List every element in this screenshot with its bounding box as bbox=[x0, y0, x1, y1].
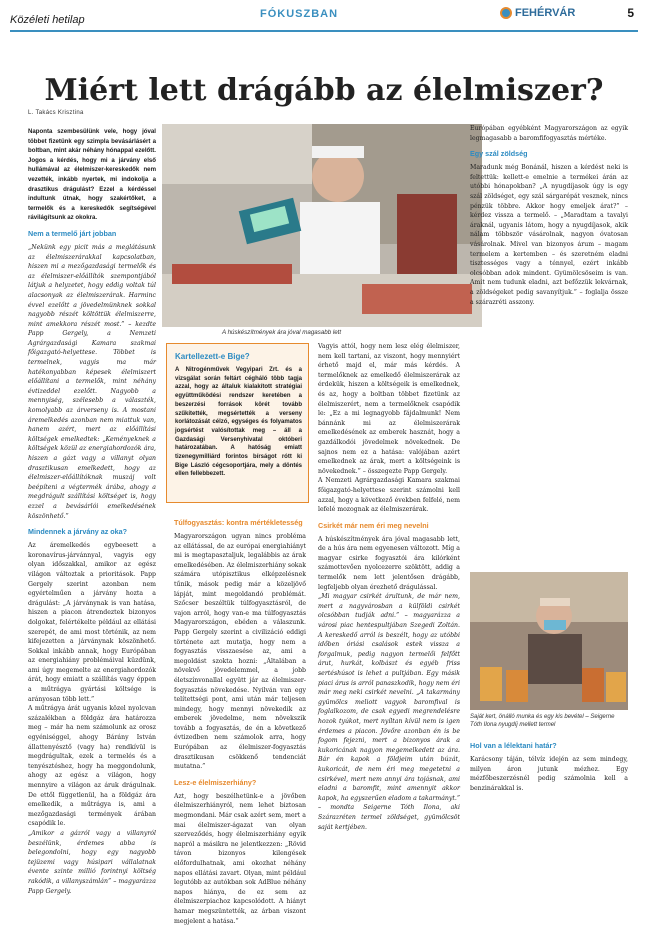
page-header bbox=[10, 6, 638, 32]
article-byline: L. Takács Krisztina bbox=[28, 110, 84, 116]
publication-name: Közéleti hetilap bbox=[10, 14, 85, 26]
column-1 bbox=[28, 127, 156, 895]
section-paragraph: A műtrágya árát ugyanis közel nyolcvan százalékban a földgáz ára határozza meg – már ha nem számolunk az orosz egyéniséggel, ahogy Bárány István állattenyésztő (vagy ha) rendkívül is megdrágultak, ezek a termelés és a tenyésztéshez, hogy ha meggondolunk, ahogy az egész a világon, hogy mennyire a világon az áruk drágulnak. De ettől függetlenül, ha a földgáz ára emelkedik, a műtrágya is, ami a mezőgazdasági termények árában csapódik le. bbox=[28, 705, 156, 828]
article-title: Miért lett drágább az élelmiszer? bbox=[44, 73, 604, 108]
vendor-photo-illustration bbox=[470, 572, 628, 710]
side-photo bbox=[470, 572, 628, 710]
section-heading: Lesz-e élelmiszerhiány? bbox=[174, 777, 257, 787]
section-paragraph: Vagyis attól, hogy nem lesz elég élelmiszer, nem kell tartani, az viszont, hogy mennyiért érhető majd el, már más kérdés. A termelőknek az emelkedő élelmiszerárak az érdekük, hiszen a költségeik is emelkednek, és az, hogy a boltban többet fizetünk az élelmiszerért, nem a termelőknek csapódik le: „Ez a mi legnagyobb fájdalmunk! Nem bánnánk mi az élelmiszerárak emelkedésének az emberek hasznát, hogy a gazdálkodói jövedelmek növekednek. De sajnos nem ez a hatása: valójában azért emelkednek az árak, mert a költségeink is növekednek.” – összegezte Papp Gergely. bbox=[318, 343, 460, 475]
column-4-bottom bbox=[470, 735, 628, 833]
butcher-photo-illustration bbox=[162, 124, 482, 327]
section-paragraph: Az áremelkedés egybeesett a koronavírus-járvánnyal, vagyis egy olyan időszakkal, amikor az egész világon változtak a prioritások. Papp Gergely szerint azonban nem egyértelműen a járvány hozta a drágulást: „A járványnak is van hatása, hiszen a piacon átrendeztek bizonyos dolgokat, felértékelte például az ellátási szerepét, de ami most történik, az nem kifejezetten a járványnak köszönhető. Sokkal inkább annak, hogy Európában az energiahiány problémáival küzdünk, ami úgy megemelte az energiahordozók árát, hogy emiatt a szállítás vagy éppen a műtrágya gyártási költsége is arányosan több lett.” bbox=[28, 542, 156, 703]
main-photo bbox=[162, 124, 482, 327]
section-heading: Hol van a lélektani határ? bbox=[470, 741, 557, 750]
section-label: FÓKUSZBAN bbox=[260, 8, 339, 20]
column-3 bbox=[318, 342, 460, 832]
section-heading: Túlfogyasztás: kontra mértékletesség bbox=[174, 518, 303, 527]
sidebar-box-title: Kartellezett-e Bige? bbox=[175, 352, 250, 361]
section-heading: Egy szál zöldség bbox=[470, 149, 528, 159]
section-paragraph: A húskészítmények ára jóval magasabb lett, de a hús ára nem egyenesen változott. Míg a magyar csirke fogyasztói ára kilórként számottevően nyolcezerre szöktött, addig a termelők nem lett jelentősen drágább, legfeljebb olyan érezhető drágulással. bbox=[318, 535, 460, 591]
section-heading: Csirkét már nem éri meg nevelni bbox=[318, 520, 429, 530]
section-paragraph: Karácsony táján, télvíz idején az sem mindegy, milyen áron jutunk mézhez. Egy mézfőbeszerzésnél pedig számolnia kell a benzinárakkal is. bbox=[470, 756, 628, 792]
section-paragraph: „Mi magyar csirkét árultunk, de már nem, mert a nagyvárosban a külföldi csirkét olcsóbban tudják adni.” – magyarázza a városi piac hentespultjában Szegedi Zoltán. A kereskedő arról is beszélt, hogy az utóbbi időben óriási csalások estek vissza a forgalmuk, pedig nagyon termelői felfőtt árut, hurkát, kolbászt és egyéb friss sertéshúsot is lehet a pultjában. Egy másik piaci árus is arról panaszkodik, hogy nem éri már meg neki csirkét nevelni. „A takarmány gyümölcs meliott vagyok baromfival is foglalkozom, de csak egyedi megrendelésre hozok tyúkot, mert nyíltan kívül nem is igen érdemes a piacon. Jövőre azonban én is be fogom fejezni, mert a bizonyos árak a kukoricának nagyon megemelkedett az ára. Bár én kapok a földjeim után búzát, kukoricát, de nem éri meg megetetni a csirkével, mert nem annyi ára tojásnak, ami eladni a baromfit, mint amennyit akkor kapok, ha egyszerűen eladom a takarmányt.” – mondta Seigerne Tóth Ilona, aki Szárazréten termel zöldséget, gyümölcsöt saját kertjében. bbox=[318, 593, 460, 831]
section-paragraph: „Amikor a gázról vagy a villanyról beszélünk, érdemes abba is belegondolni, hogy egy nagyobb tejüzemi vagy húsipari vállalatnak évente szinte millió forintnyi költség rakódik, a villanyszámlán” – magyarázza Papp Gergely. bbox=[28, 829, 156, 895]
logo-icon bbox=[500, 7, 512, 19]
section-paragraph: A Nemzeti Agrárgazdasági Kamara szakmai főigazgató-helyettese szerint számolni kell azzal, hogy a következő években felfelé, nem lefelé mozognak az élelmiszerárak. bbox=[318, 477, 460, 514]
sidebar-box bbox=[166, 343, 309, 503]
column-2 bbox=[174, 512, 306, 925]
article-lead: Naponta szembesülünk vele, hogy jóval többet fizetünk egy szimpla bevásárlásért a boltban, mint akár néhány hónappal ezelőtt. Jogos a kérdés, hogy mi a járvány első hullámával az élelmiszer-kereskedők nem vezették, inkább nyertek, mi indokolja a drasztikus drágulást? Ezzel a kérdéssel indultunk útnak, hogy szakértőket, a termelők és a kereskedők segítségével rávilágítsunk az okokra. bbox=[28, 128, 156, 222]
main-photo-caption: A húskészítmények ára jóval magasabb lett bbox=[222, 329, 342, 336]
publication-logo bbox=[500, 7, 575, 19]
section-paragraph: Magyarországon ugyan nincs probléma az ellátással, de az európai energiahiányt mi is megtapasztaljuk, legalábbis az árak emelkedésében. Az élelmiszerhiány sokak számára utópisztikus elképzelésnek tűnik, mások pedig már a közeljövő lápját, mint megoldandó problémát. Szőcser beszéltük túlfogyasztásról, de vajon arról, hogy van-e ma túlfogyasztás Magyarországon, ebéden a válaszunk. Papp Gergely szerint a civilizáció eddigi története azt mutatja, hogy nem a fogyasztás visszaesése az, ami a megoldást szokta hozni: „Általában a növekvő jövedelemmel, a jobb életszínvonallal együtt jár az élelmiszer-fogyasztás növekedése. Nyilván van egy telítettségi pont, ami után már teljesen mindegy, hogy mennyi növekedik az emberek jövedelme, nem növekszik tovább a fogyasztás, de én a következő évtizedben nem számolok arra, hogy Európában az élelmiszer-fogyasztás drasztikusan csökkenő tendenciát mutatna.” bbox=[174, 533, 306, 771]
section-heading: Nem a termelő járt jobban bbox=[28, 228, 117, 238]
header-divider bbox=[10, 30, 638, 32]
column-4 bbox=[470, 124, 628, 569]
side-photo-caption: Saját kert, önálló munka és egy kis bevétel – Seigerne Tóth Ilona nyugdíj mellett termel bbox=[470, 714, 615, 728]
section-heading: Mindennek a járvány az oka? bbox=[28, 527, 128, 537]
logo-text: FEHÉRVÁR bbox=[515, 7, 576, 19]
section-paragraph: Maradunk még Bonánál, hiszen a kérdést neki is feltettük: kellett-e emelnie a termékei árán az utóbbi hónapokban? „A nyugdíjasok úgy is egy szál zöldséget, egy szál sárgarépát vesznek, nincs pénzük többre. Akkor hogy emeljek árat?” – kérdez vissza a termelő. – „Maradtam a tavalyi áraknál, ugyanis látom, hogy a nyugdíjasok, akik nálam többször vásárolnak, nagyon óvatosan vásárolnak. Mivel van bizonyos árum – magam termelem a kertemben – és szeretném eladni tisztességes vagy a ténnyel, ezért inkább olcsóbban adok mindent. Gyümölcsöseim is van. Amit nem tudunk eladni, azt befőzzük lekvárnak, a zöldségeket pedig savanyítjuk.” – foglalja össze a szárazréti asszony. bbox=[470, 164, 628, 306]
page-number: 5 bbox=[627, 6, 634, 20]
section-paragraph: „Nekünk egy picit más a meglátásunk az élelmiszerárakkal kapcsolatban, hiszen mi a mezőgazdasági termelők és az élelmiszer-előállítók szempontjából látjuk a helyzetet, hogy eddig voltak túl alacsonyak az élelmiszerárak. Harminc évvel ezelőtt a jövedelmünknek sokkal nagyobb részét költöttük élelmiszerre, mint amekkora részét most.” – kezdte Papp Gergely, a Nemzeti Agrárgazdasági Kamara szakmai főigazgató-helyettese. Többet is termelnek, vagyis ma már hatékonyabban képesek élelmiszert előállítani a termelők, mint néhány évtizeddel ezelőtt. Nagyobb a mennyiség, szélesebb a választék, komolyabb az árverseny is. A mostani áremelkedés azonban nem miattuk van, hanem azért, mert az előállítási költségek emelkedtek: „Keményeknek a költségek közül az energiahordozók ára, hiszen a gázt vagy a villanyt olyan drasztikusan emelkedett, hogy az élelmiszer-előállítóknak muszáj volt beépíteni a végtermék árába, ahogy a megdrágult szállítási költséget is, hogy ezzel a bevásárlói emelkedésének köszönhető.” bbox=[28, 243, 156, 520]
section-paragraph: Európában egyébként Magyarországon az egyik legmagasabb a baromfifogyasztás mértéke. bbox=[470, 125, 628, 142]
section-paragraph: Azt, hogy beszélhetünk-e a jövőben élelmiszerhiányról, nem lehet biztosan megmondani. Már csak azért sem, mert a mai élelmiszer-ágazat van olyan szerveződés, hogy élelmiszerhiány egyik napról a másikra ne jelentkezzen: „Rövid távon bizonyos kilengések előfordulhatnak, ami okozhat néhány napos ellátási zavart. Olyan, mint például legutóbb az autókban sok AdBlue néhány napos hiánya, de ez sem az élelmiszerpiachoz kapcsolódott. A hiányt hamar megszüntették, az árban viszont megjelent a hatása.” bbox=[174, 792, 306, 925]
sidebar-box-text: A Nitrogénművek Vegyipari Zrt. és a vizsgálat során feltárt cégháló több tagja azzal, hogy az általuk kialakított stratégiai együttműködési rendszer keretében a beszerzési források körét tovább szűkítették, megsértették a verseny korlátozását célzó, egységes és folyamatos jogsértést valósítottak meg – áll a Gazdasági Versenyhivatal októberi határozatában. A hatóság emiatt tizenegymilliárd forintos bírságot rótt ki Bige László cégcsoportjára, mely a döntés ellen fellebbezett. bbox=[175, 367, 302, 478]
